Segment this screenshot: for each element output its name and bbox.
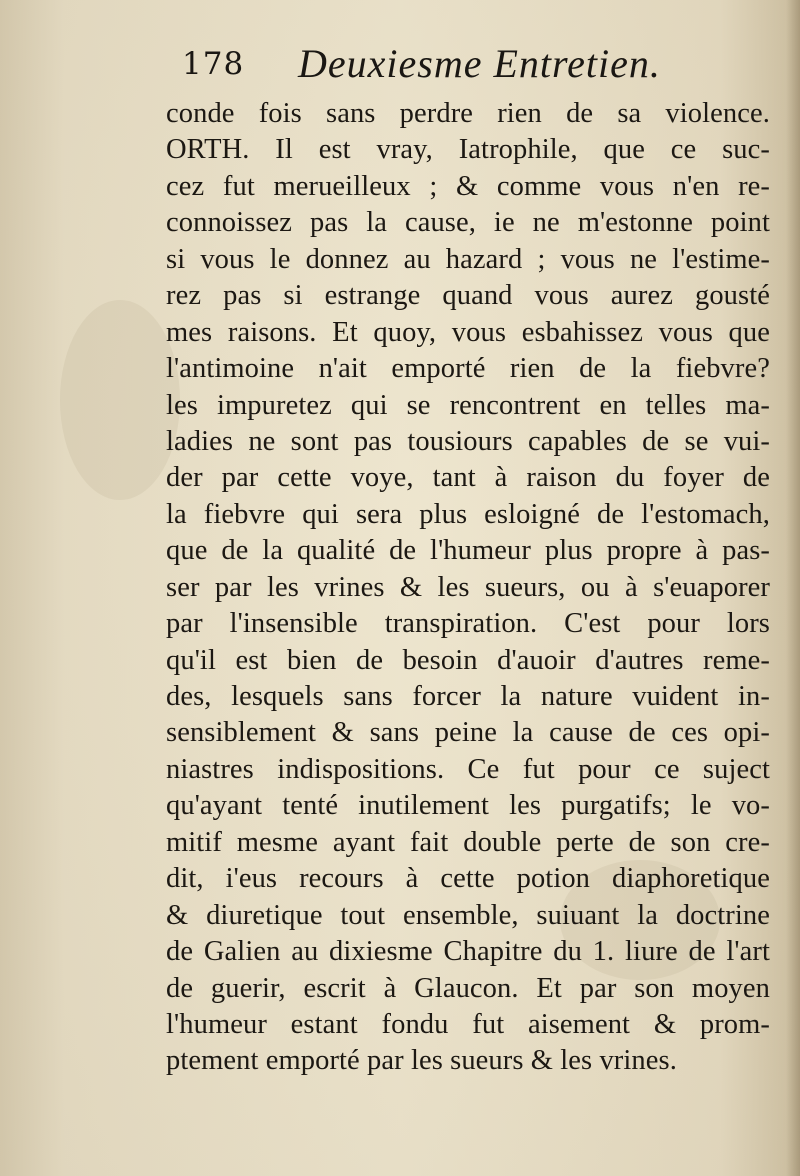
text-line: & diuretique tout ensemble, suiuant la doctrine [166,899,770,931]
text-line: ser par les vrines & les sueurs, ou à s'euaporer [166,571,770,603]
text-line: ladies ne sont pas tousiours capables de se vui- [166,425,770,457]
text-line: ORTH. Il est vray, Iatrophile, que ce suc- [166,134,770,166]
text-line: connoissez pas la cause, ie ne m'estonne point [166,207,770,239]
text-line: les impuretez qui se rencontrent en telles ma- [166,389,770,421]
text-line: sensiblement & sans peine la cause de ces opi- [166,717,770,749]
running-head [182,38,702,94]
text-line: qu'ayant tenté inutilement les purgatifs; le vo- [166,790,770,822]
text-line: der par cette voye, tant à raison du foyer de [166,462,770,494]
page-number: 178 [182,46,245,82]
text-line: de guerir, escrit à Glaucon. Et par son moyen [166,972,770,1004]
text-line: rez pas si estrange quand vous aurez gousté [166,280,770,312]
text-line: qu'il est bien de besoin d'auoir d'autres reme- [166,644,770,676]
text-line: par l'insensible transpiration. C'est pour lors [166,608,770,640]
text-line: de Galien au dixiesme Chapitre du 1. liure de l'art [166,936,770,968]
text-line: cez fut merueilleux ; & comme vous n'en re- [166,170,770,202]
text-line: si vous le donnez au hazard ; vous ne l'estime- [166,243,770,275]
text-line: niastres indispositions. Ce fut pour ce suject [166,753,770,785]
paper-stain [60,300,180,500]
body-text [166,96,770,1080]
running-title: Deuxiesme Entretien. [298,41,661,86]
text-line: que de la qualité de l'humeur plus propre à pas- [166,535,770,567]
text-line: dit, i'eus recours à cette potion diaphoretique [166,863,770,895]
text-line: mes raisons. Et quoy, vous esbahissez vous que [166,316,770,348]
text-line: ptement emporté par les sueurs & les vrines. [166,1045,677,1077]
text-line: l'antimoine n'ait emporté rien de la fiebvre? [166,353,770,385]
text-line: l'humeur estant fondu fut aisement & prom- [166,1008,770,1040]
text-line: conde fois sans perdre rien de sa violence. [166,98,770,129]
text-line: des, lesquels sans forcer la nature vuident in- [166,681,770,712]
text-line: la fiebvre qui sera plus esloigné de l'estomach, [166,498,770,530]
text-line: mitif mesme ayant fait double perte de son cre- [166,826,770,858]
